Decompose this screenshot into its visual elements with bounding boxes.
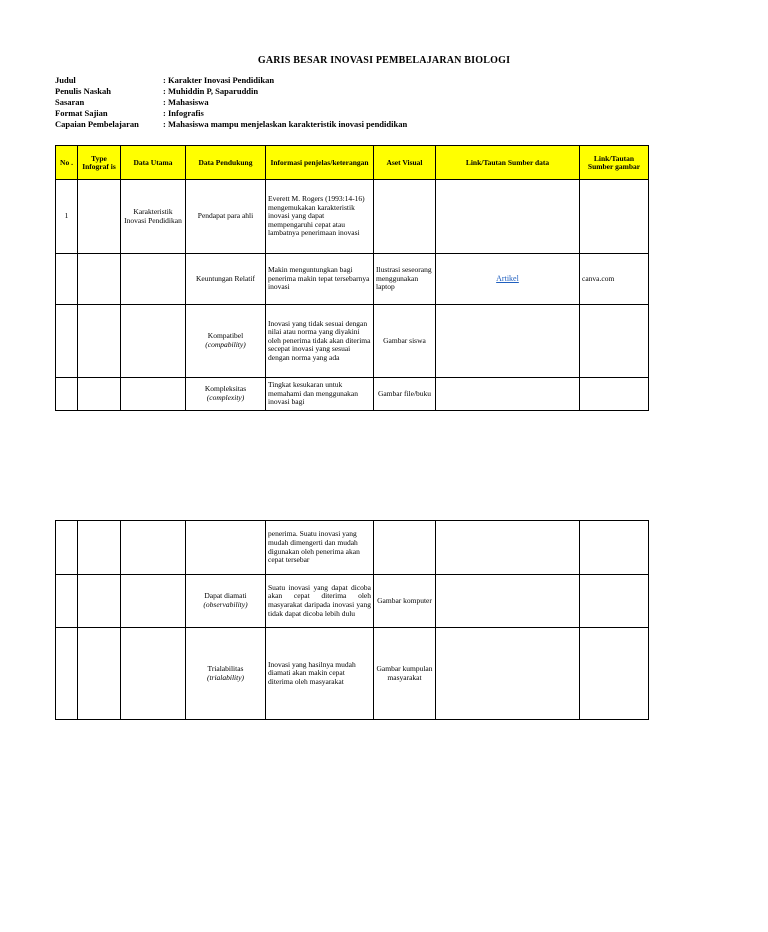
table-row — [56, 254, 649, 305]
cell-informasi: Tingkat kesukaran untuk memahami dan menggunakan inovasi bagi — [266, 378, 374, 411]
cell-type — [78, 521, 121, 575]
cell-informasi: Suatu inovasi yang dapat dicoba akan cepat diterima oleh masyarakat daripada inovasi yang tidak dapat dicoba lebih dulu — [266, 575, 374, 628]
cell-type — [78, 628, 121, 720]
pendukung-label: Trialabilitas — [207, 663, 244, 673]
meta-label: Capaian Pembelajaran — [55, 119, 139, 129]
cell-informasi: Everett M. Rogers (1993:14-16) mengemukakan karakteristik inovasi yang dapat mempengaruhi cepat atau lambatnya penerimaan inovasi — [266, 180, 374, 254]
meta-label: Penulis Naskah — [55, 86, 111, 96]
cell-data-utama — [121, 521, 186, 575]
cell-type — [78, 305, 121, 378]
cell-aset-visual: Ilustrasi seseorang menggunakan laptop — [374, 254, 436, 305]
meta-row-sasaran — [55, 97, 407, 108]
cell-link-gambar — [580, 521, 649, 575]
cell-aset-visual — [374, 180, 436, 254]
cell-data-utama — [121, 378, 186, 411]
pendukung-english: (complexity) — [206, 393, 245, 402]
document-meta — [55, 75, 407, 130]
cell-no — [56, 305, 78, 378]
table-row — [56, 521, 649, 575]
table-row — [56, 628, 649, 720]
table-row — [56, 305, 649, 378]
meta-value: : Mahasiswa — [163, 97, 209, 107]
cell-aset-visual — [374, 521, 436, 575]
cell-no: 1 — [56, 180, 78, 254]
outline-table-page-1 — [55, 145, 649, 411]
cell-informasi: Inovasi yang hasilnya mudah diamati akan makin cepat diterima oleh masyarakat — [266, 628, 374, 720]
cell-link-gambar — [580, 305, 649, 378]
cell-no — [56, 628, 78, 720]
table-row — [56, 180, 649, 254]
pendukung-english: (compability) — [205, 340, 246, 349]
cell-link-gambar — [580, 180, 649, 254]
cell-informasi: Inovasi yang tidak sesuai dengan nilai atau norma yang diyakini oleh penerima tidak akan diterima secepat inovasi yang sesuai dengan norma yang ada — [266, 305, 374, 378]
cell-no — [56, 521, 78, 575]
cell-link-gambar — [580, 628, 649, 720]
table-row — [56, 378, 649, 411]
pendukung-english: (trialability) — [206, 672, 245, 682]
cell-data-utama: Karakteristik Inovasi Pendidikan — [121, 180, 186, 254]
cell-data-pendukung — [186, 521, 266, 575]
cell-link-sumber — [436, 305, 580, 378]
cell-link-gambar — [580, 378, 649, 411]
cell-informasi: Makin menguntungkan bagi penerima makin tepat tersebarnya inovasi — [266, 254, 374, 305]
meta-row-penulis — [55, 86, 407, 97]
meta-label: Sasaran — [55, 97, 85, 107]
cell-data-pendukung — [186, 628, 266, 720]
cell-data-pendukung: Pendapat para ahli — [186, 180, 266, 254]
cell-type — [78, 180, 121, 254]
table-header-row — [56, 146, 649, 180]
meta-row-capaian — [55, 119, 407, 130]
pendukung-label: Kompatibel — [207, 331, 244, 341]
cell-aset-visual: Gambar siswa — [374, 305, 436, 378]
col-header-type: Type Infograf is — [78, 146, 121, 180]
cell-aset-visual: Gambar kumpulan masyarakat — [374, 628, 436, 720]
cell-link-sumber — [436, 254, 580, 305]
pendukung-label: Kompleksitas — [204, 384, 247, 394]
col-header-link-sumber-data: Link/Tautan Sumber data — [436, 146, 580, 180]
meta-row-judul — [55, 75, 407, 86]
cell-data-pendukung: Keuntungan Relatif — [186, 254, 266, 305]
cell-data-utama — [121, 254, 186, 305]
meta-value: : Muhiddin P, Saparuddin — [163, 86, 259, 96]
col-header-aset-visual: Aset Visual — [374, 146, 436, 180]
cell-type — [78, 378, 121, 411]
pendukung-english: (observability) — [203, 600, 248, 609]
cell-no — [56, 575, 78, 628]
col-header-link-sumber-gambar: Link/Tautan Sumber gambar — [580, 146, 649, 180]
cell-data-utama — [121, 628, 186, 720]
col-header-no: No . — [56, 146, 78, 180]
meta-value: : Mahasiswa mampu menjelaskan karakteristik inovasi pendidikan — [163, 119, 408, 129]
cell-aset-visual: Gambar file/buku — [374, 378, 436, 411]
cell-data-pendukung — [186, 305, 266, 378]
cell-link-gambar: canva.com — [580, 254, 649, 305]
cell-data-utama — [121, 575, 186, 628]
cell-link-sumber — [436, 628, 580, 720]
table-row — [56, 575, 649, 628]
cell-link-sumber — [436, 575, 580, 628]
col-header-informasi: Informasi penjelas/keterangan — [266, 146, 374, 180]
cell-link-gambar — [580, 575, 649, 628]
cell-no — [56, 254, 78, 305]
col-header-data-utama: Data Utama — [121, 146, 186, 180]
meta-value: : Karakter Inovasi Pendidikan — [163, 75, 275, 85]
artikel-link[interactable]: Artikel — [496, 273, 519, 283]
cell-link-sumber — [436, 180, 580, 254]
cell-link-sumber — [436, 378, 580, 411]
meta-row-format — [55, 108, 407, 119]
meta-value: : Infografis — [163, 108, 204, 118]
meta-label: Judul — [55, 75, 76, 85]
cell-data-pendukung — [186, 575, 266, 628]
cell-data-utama — [121, 305, 186, 378]
cell-type — [78, 254, 121, 305]
cell-aset-visual: Gambar komputer — [374, 575, 436, 628]
page-title: GARIS BESAR INOVASI PEMBELAJARAN BIOLOGI — [257, 55, 511, 66]
col-header-data-pendukung: Data Pendukung — [186, 146, 266, 180]
cell-informasi: penerima. Suatu inovasi yang mudah dimengerti dan mudah digunakan oleh penerima akan cepat tersebar — [266, 521, 374, 575]
pendukung-label: Dapat diamati — [204, 591, 247, 601]
cell-no — [56, 378, 78, 411]
cell-link-sumber — [436, 521, 580, 575]
outline-table-page-2 — [55, 520, 649, 720]
cell-type — [78, 575, 121, 628]
meta-label: Format Sajian — [55, 108, 108, 118]
cell-data-pendukung — [186, 378, 266, 411]
